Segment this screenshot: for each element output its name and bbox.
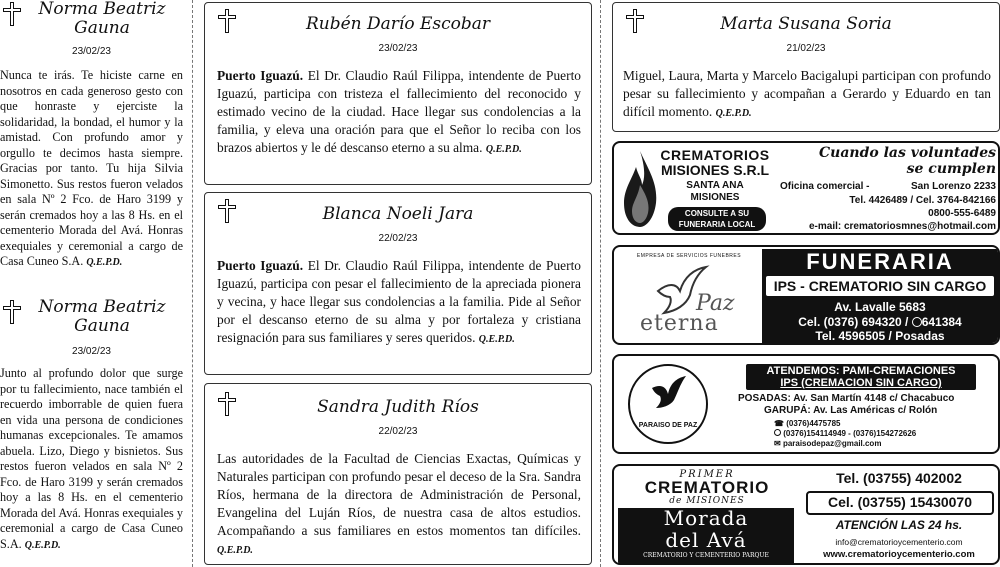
obituary-name: Rubén Darío Escobar <box>305 14 491 34</box>
ad-title: FUNERARIA <box>806 249 954 274</box>
ad-sub-line2: MISIONES <box>690 192 740 203</box>
obituary-name-line2: Gauna <box>74 18 130 38</box>
obituary-location: Puerto Iguazú. <box>217 258 304 273</box>
obituary-body: El Dr. Claudio Raúl Filippa, intendente de Puerto Iguazú, participa con pesar el fallecimiento de la apreciada pionera y vecina, y hace llegar sus condolencias a la familia. Pide al Señor por el descanso eterno de su alma y por fortaleza y cristiana resignación para sus familiares y seres queridos. <box>217 258 581 345</box>
obituary-date: 21/02/23 <box>786 43 826 54</box>
obituary-body: Miguel, Laura, Marta y Marcelo Bacigalupi participan con profundo pesar su fallecimiento y acompañan a Gerardo y Eduardo en tan difícil momento. <box>623 68 991 119</box>
obituary-text <box>623 67 991 123</box>
ad-paz-eterna <box>612 245 1000 345</box>
ad-crematorio: CREMATORIO <box>644 478 770 497</box>
cross-icon <box>2 2 22 26</box>
obituary-date: 23/02/23 <box>72 346 111 357</box>
ad-crematorios-misiones <box>612 141 1000 235</box>
ad-consult-line2: FUNERARIA LOCAL <box>678 220 756 229</box>
ad-arc-text: EMPRESA DE SERVICIOS FUNEBRES <box>636 253 742 259</box>
obituary-name: Blanca Noeli Jara <box>322 204 474 224</box>
ad-phone1: (0376)4475785 <box>786 419 841 428</box>
qepd-mark: Q.E.P.D. <box>24 539 61 551</box>
obituary-location: Puerto Iguazú. <box>217 68 304 83</box>
ad-address: Av. Lavalle 5683 <box>834 300 926 314</box>
obituary-body: Junto al profundo dolor que surge por tu fallecimiento, nace también el recuerdo imborrable de quien fuera en vida una persona de condiciones humanas excepcionales. Te amamos abuela. Lizo, Diego y bisnietos. Sus restos fueron velados en sala Nº 2 Fco. de Haro 3199 y serán cremados hoy a las 8 Hs. en el cementerio Morada del Avá. Honras exequiales y ceremonial a cargo de Casa Cuneo S.A. <box>0 366 183 551</box>
ad-line1: POSADAS: Av. San Martín 4148 c/ Chacabuco <box>738 393 955 404</box>
ad-email: paraisodepaz@gmail.com <box>782 439 882 448</box>
ad-paraiso-de-paz <box>612 354 1000 454</box>
ad-web: www.crematorioycementerio.com <box>823 549 975 560</box>
obituary-escobar <box>204 2 592 185</box>
ad-brand-line1: CREMATORIOS <box>660 147 770 163</box>
ad-footer: CREMATORIO Y CEMENTERIO PARQUE <box>643 552 769 559</box>
ad-consult-line1: CONSULTE A SU <box>684 209 750 218</box>
ad-email: info@crematorioycementerio.com <box>835 537 963 547</box>
ad-phone2: 0800-555-6489 <box>928 208 996 219</box>
dove-icon <box>648 374 688 410</box>
obituary-name: Marta Susana Soria <box>720 14 892 34</box>
cross-icon <box>2 300 22 324</box>
obituary-date: 22/02/23 <box>378 233 418 244</box>
phone-icon: ☎ <box>774 419 784 428</box>
ad-cel: Cel. (03755) 15430070 <box>828 494 972 510</box>
ad-logo-line1: Paz <box>696 291 735 316</box>
ad-email-row <box>774 439 881 448</box>
ad-cel-b: 641384 <box>921 315 962 329</box>
obituary-date: 23/02/23 <box>72 46 111 57</box>
obituary-date: 23/02/23 <box>378 43 418 54</box>
obituary-body: El Dr. Claudio Raúl Filippa, intendente de Puerto Iguazú, participa con tristeza el fallecimiento del reconocido y estimado vecino de la ciudad. Hace llegar sus condolencias a la familia, y eleva una oración para que el Señor lo reciba con los brazos abiertos y le dé descanso eterno a su alma. <box>217 68 581 155</box>
qepd-mark: Q.E.P.D. <box>715 108 752 119</box>
ad-phone-row <box>774 419 840 428</box>
ad-morada-line2: del Avá <box>665 528 747 552</box>
whatsapp-icon <box>774 429 781 436</box>
whatsapp-icon <box>912 317 922 327</box>
qepd-mark: Q.E.P.D. <box>485 144 522 155</box>
obituary-name-line1: Norma Beatriz <box>38 0 166 19</box>
ad-cel-a: Cel. (0376) 694320 / <box>798 315 909 329</box>
ad-attention: ATENCIÓN LAS 24 hs. <box>835 518 963 532</box>
ad-brand-line2: MISIONES S.R.L <box>660 162 770 178</box>
ad-logo-text: PARAISO DE PAZ <box>638 422 698 429</box>
obituary-soria <box>612 2 1000 132</box>
obituary-body: Nunca te irás. Te hiciste carne en nosotros en cada generoso gesto con que honraste y ejerciste la solidaridad, la bondad, el humor y la amistad. Con profundo amor y orgullo te decimos hasta siempre. Gracias por tanto. Tu hija Silvia Simonetto. Sus restos fueron velados en sala Nº 2 Fco. de Haro 3199 y serán cremados hoy a las 8 Hs. en el cementerio Morada del Avá. Honras exequiales y ceremonial a cargo de Casa Cuneo S.A. <box>0 68 183 268</box>
obituary-text <box>0 68 183 271</box>
ad-morada-line1: Morada <box>663 506 749 530</box>
obituary-text <box>217 450 581 560</box>
obituary-text <box>0 366 183 553</box>
obituary-name: Sandra Judith Ríos <box>317 397 479 417</box>
column-separator-right <box>600 0 601 567</box>
ad-office-row <box>780 181 996 192</box>
ad-phone2: (0376)154114949 - (0376)154272626 <box>783 429 917 438</box>
ad-whatsapp-row <box>774 429 916 438</box>
ad-band-line2: IPS (CREMACION SIN CARGO) <box>780 377 942 389</box>
ad-sub-line1: SANTA ANA <box>686 180 744 191</box>
ad-primer: PRIMER <box>679 469 735 480</box>
obituary-rios <box>204 383 592 565</box>
obituary-date: 22/02/23 <box>378 426 418 437</box>
ad-cel-row <box>762 315 998 329</box>
obituary-text <box>217 257 581 349</box>
ad-subtitle: IPS - CREMATORIO SIN CARGO <box>773 278 987 294</box>
obituary-name-line2: Gauna <box>74 316 130 336</box>
ad-slogan-line2: se cumplen <box>906 161 996 177</box>
ad-office-address: San Lorenzo 2233 <box>910 181 996 192</box>
ad-line2: GARUPÁ: Av. Las Américas c/ Rolón <box>764 405 938 416</box>
ad-band-line1: ATENDEMOS: PAMI-CREMACIONES <box>766 365 956 377</box>
qepd-mark: Q.E.P.D. <box>478 334 515 345</box>
mail-icon: ✉ <box>774 439 781 448</box>
ad-consult-badge <box>668 207 766 231</box>
qepd-mark: Q.E.P.D. <box>86 257 123 268</box>
obituary-body: Las autoridades de la Facultad de Ciencias Exactas, Químicas y Naturales participan con profundo pesar el deceso de la Sra. Sandra Ríos, hermana de la directora de Administración de Personal, Evangelina del Luján Ríos, de nuestra casa de altos estudios. Acompañando a sus familiares en estos momentos tan difíciles. <box>217 451 581 538</box>
obituary-name-line1: Norma Beatriz <box>38 297 166 317</box>
column-separator-left <box>192 0 193 567</box>
obituary-text <box>217 67 581 159</box>
ad-morada-del-ava <box>612 464 1000 565</box>
ad-tel: Tel. 4426489 / Cel. 3764-842166 <box>849 195 996 206</box>
ad-email: e-mail: crematoriosmnes@hotmail.com <box>808 221 996 232</box>
ad-tel: Tel. (03755) 402002 <box>836 470 962 486</box>
ad-de-misiones: de MISIONES <box>669 496 745 506</box>
ad-tel: Tel. 4596505 / Posadas <box>815 329 945 343</box>
qepd-mark: Q.E.P.D. <box>217 545 253 556</box>
ad-slogan-line1: Cuando las voluntades <box>819 145 996 161</box>
ad-office-label: Oficina comercial - <box>780 181 870 192</box>
obituary-jara <box>204 192 592 375</box>
ad-logo-line2: eterna <box>640 311 719 336</box>
